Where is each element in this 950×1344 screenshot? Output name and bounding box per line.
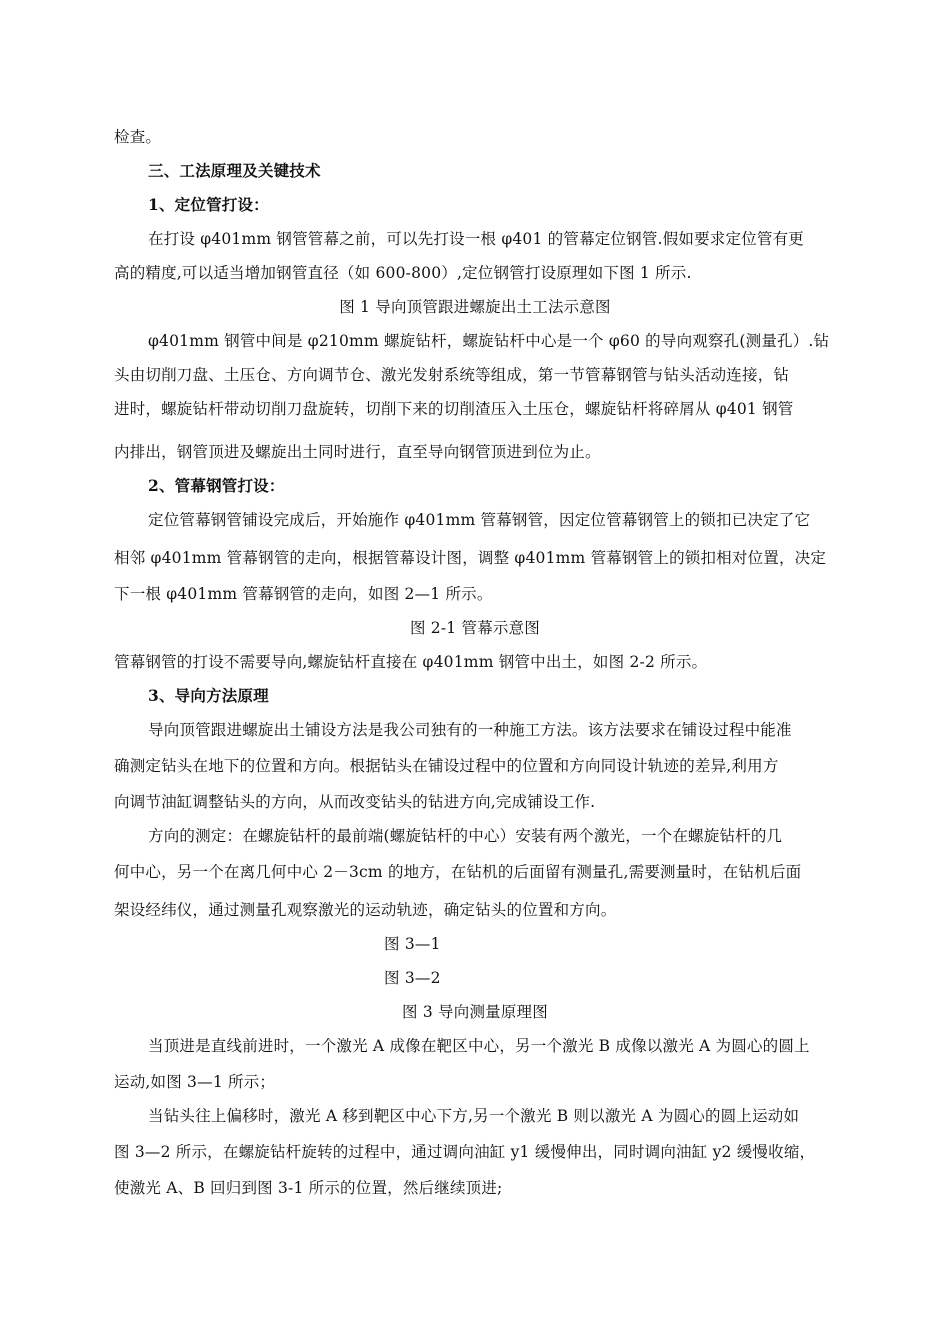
paragraph-line: 当顶进是直线前进时，一个激光 A 成像在靶区中心，另一个激光 B 成像以激光 A 为圆心的圆上 [148, 1037, 810, 1055]
paragraph-line: 架设经纬仪，通过测量孔观察激光的运动轨迹，确定钻头的位置和方向。 [114, 901, 617, 919]
paragraph-line: 何中心，另一个在离几何中心 2－3cm 的地方，在钻机的后面留有测量孔,需要测量时，在钻机后面 [114, 863, 802, 881]
paragraph-line: 检查。 [114, 128, 162, 146]
paragraph-line: 高的精度,可以适当增加钢管直径（如 600-800）,定位钢管打设原理如下图 1 所示. [114, 264, 692, 282]
paragraph-line: 使激光 A、B 回归到图 3-1 所示的位置，然后继续顶进; [114, 1179, 503, 1197]
subsection-heading-2: 2、管幕钢管打设： [148, 476, 285, 495]
paragraph-line: 方向的测定：在螺旋钻杆的最前端(螺旋钻杆的中心）安装有两个激光，一个在螺旋钻杆的几 [148, 827, 783, 845]
subsection-heading-1: 1、定位管打设： [148, 195, 269, 214]
subsection-heading-3: 3、导向方法原理 [148, 686, 269, 705]
paragraph-line: 定位管幕钢管铺设完成后，开始施作 φ401mm 管幕钢管，因定位管幕钢管上的锁扣已决定了它 [148, 511, 811, 529]
section-heading-3: 三、工法原理及关键技术 [148, 161, 321, 180]
figure-caption-3-1: 图 3—1 [384, 935, 441, 953]
paragraph-line: 当钻头往上偏移时，激光 A 移到靶区中心下方,另一个激光 B 则以激光 A 为圆心的圆上运动如 [148, 1107, 800, 1125]
figure-caption-2-1: 图 2-1 管幕示意图 [409, 619, 540, 637]
paragraph-line: 进时，螺旋钻杆带动切削刀盘旋转，切削下来的切削渣压入土压仓，螺旋钻杆将碎屑从 φ401 钢管 [114, 400, 794, 418]
paragraph-line: 在打设 φ401mm 钢管管幕之前，可以先打设一根 φ401 的管幕定位钢管.假如要求定位管有更 [148, 230, 805, 248]
paragraph-line: 相邻 φ401mm 管幕钢管的走向，根据管幕设计图，调整 φ401mm 管幕钢管上的锁扣相对位置，决定 [114, 549, 827, 567]
paragraph-line: φ401mm 钢管中间是 φ210mm 螺旋钻杆，螺旋钻杆中心是一个 φ60 的导向观察孔(测量孔）.钻 [148, 332, 830, 350]
figure-caption-3: 图 3 导向测量原理图 [402, 1003, 548, 1021]
paragraph-line: 导向顶管跟进螺旋出土铺设方法是我公司独有的一种施工方法。该方法要求在铺设过程中能准 [148, 721, 792, 739]
paragraph-line: 确测定钻头在地下的位置和方向。根据钻头在铺设过程中的位置和方向同设计轨迹的差异,利用方 [114, 757, 779, 775]
paragraph-line: 向调节油缸调整钻头的方向，从而改变钻头的钻进方向,完成铺设工作. [114, 793, 596, 811]
paragraph-line: 管幕钢管的打设不需要导向,螺旋钻杆直接在 φ401mm 钢管中出土，如图 2-2 所示。 [114, 653, 708, 671]
paragraph-line: 头由切削刀盘、土压仓、方向调节仓、激光发射系统等组成，第一节管幕钢管与钻头活动连接，钻 [114, 366, 790, 384]
paragraph-line: 运动,如图 3—1 所示； [114, 1073, 276, 1091]
figure-caption-3-2: 图 3—2 [384, 969, 441, 987]
figure-caption-1: 图 1 导向顶管跟进螺旋出土工法示意图 [339, 298, 611, 316]
paragraph-line: 内排出，钢管顶进及螺旋出土同时进行，直至导向钢管顶进到位为止。 [114, 443, 601, 461]
paragraph-line: 下一根 φ401mm 管幕钢管的走向，如图 2—1 所示。 [114, 585, 493, 603]
paragraph-line: 图 3—2 所示，在螺旋钻杆旋转的过程中，通过调向油缸 y1 缓慢伸出，同时调向油缸 y2 缓慢收缩， [114, 1143, 816, 1161]
